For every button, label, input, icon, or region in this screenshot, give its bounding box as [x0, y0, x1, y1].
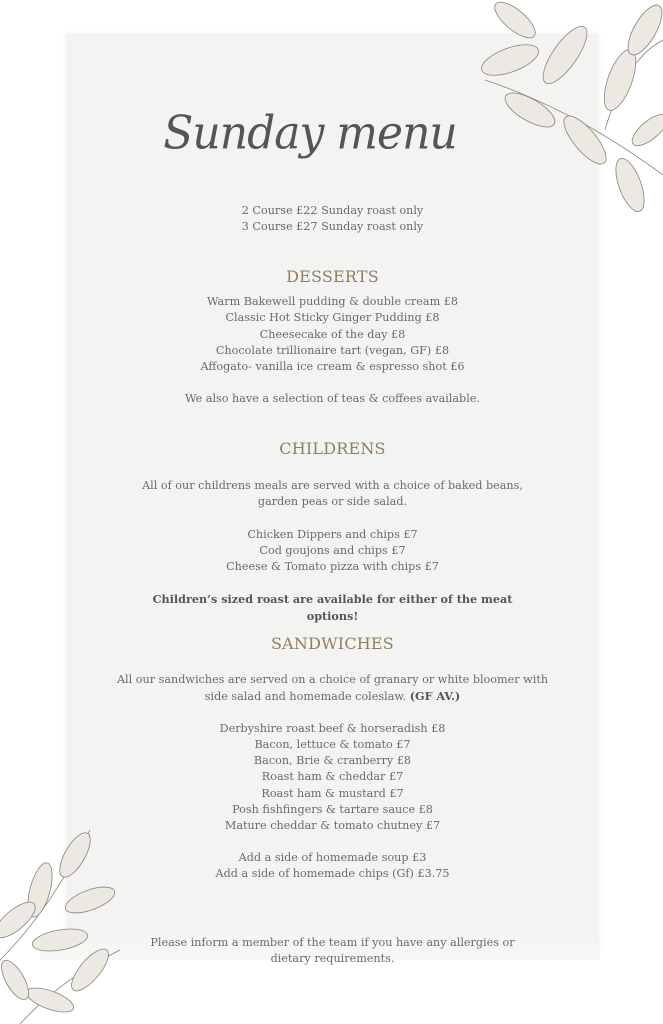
sandwiches-intro: side salad and homemade coleslaw. [204, 690, 407, 704]
footer-line: Please inform a member of the team if you have any allergies or [150, 936, 515, 949]
menu-item: Derbyshire roast beef & horseradish £8 [219, 721, 446, 735]
childrens-intro: garden peas or side salad. [257, 495, 408, 509]
childrens-roast-note: Children’s sized roast are available for either of the meat [152, 592, 513, 607]
course-prices [66, 203, 599, 236]
childrens-heading: CHILDRENS [279, 439, 386, 458]
menu-item: Warm Bakewell pudding & double cream £8 [207, 295, 458, 308]
sandwiches-heading: SANDWICHES [271, 634, 394, 653]
leaf-decoration-top-right-icon [455, 0, 663, 230]
footer-line: dietary requirements. [270, 952, 395, 966]
menu-item: Cheesecake of the day £8 [259, 327, 406, 341]
menu-item: Cod goujons and chips £7 [259, 543, 406, 557]
menu-item: Roast ham & cheddar £7 [261, 770, 404, 784]
sandwiches-list [66, 672, 599, 882]
menu-item: Cheese & Tomato pizza with chips £7 [226, 560, 439, 574]
course-price: 2 Course £22 Sunday roast only [241, 204, 424, 217]
side-item: Add a side of homemade soup £3 [238, 850, 427, 864]
menu-item: Classic Hot Sticky Ginger Pudding £8 [225, 311, 440, 325]
side-item: Add a side of homemade chips (Gf) £3.75 [215, 866, 450, 880]
menu-item: Chocolate trillionaire tart (vegan, GF) £8 [215, 343, 450, 357]
childrens-roast-note: options! [306, 608, 359, 623]
menu-item: Affogato- vanilla ice cream & espresso shot £6 [200, 360, 465, 374]
menu-title: Sunday menu [163, 106, 457, 161]
sandwiches-intro: All our sandwiches are served on a choice of granary or white bloomer with [116, 673, 549, 686]
menu-item: Roast ham & mustard £7 [261, 786, 404, 800]
menu-item: Bacon, lettuce & tomato £7 [254, 737, 411, 751]
childrens-intro: All of our childrens meals are served with a choice of baked beans, [142, 479, 523, 492]
course-price: 3 Course £27 Sunday roast only [241, 220, 424, 234]
menu-item: Mature cheddar & tomato chutney £7 [224, 819, 441, 833]
menu-item: Chicken Dippers and chips £7 [247, 527, 418, 541]
desserts-note: We also have a selection of teas & coffees available. [185, 392, 480, 406]
childrens-list [66, 478, 599, 624]
menu-item: Bacon, Brie & cranberry £8 [253, 754, 412, 768]
gf-available-note: (GF AV.) [409, 689, 461, 704]
desserts-list [66, 294, 599, 408]
menu-item: Posh fishfingers & tartare sauce £8 [232, 803, 433, 817]
allergy-footer [66, 935, 599, 968]
desserts-heading: DESSERTS [286, 267, 379, 286]
